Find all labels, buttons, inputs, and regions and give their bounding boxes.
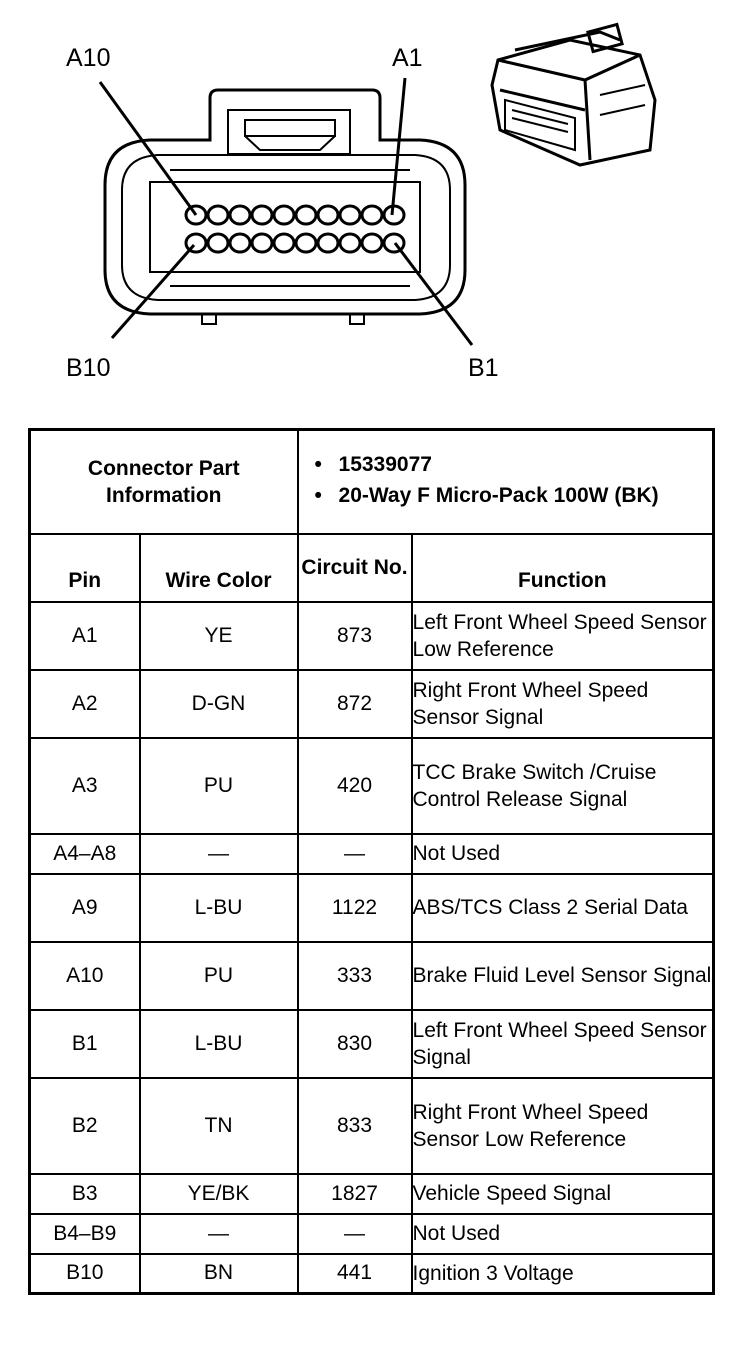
pin-cavity [362, 234, 382, 252]
part-info-label: Connector Part Information [30, 430, 298, 534]
table-row [30, 834, 714, 874]
function-cell: Left Front Wheel Speed Sensor Low Reference [412, 602, 714, 670]
table-row [30, 1214, 714, 1254]
pin-label-a10: A10 [66, 44, 111, 72]
wire-color-cell: PU [140, 738, 298, 834]
leader-a1 [392, 78, 405, 215]
circuit-cell: 830 [298, 1010, 412, 1078]
pin-cavity [274, 206, 294, 224]
function-cell: Left Front Wheel Speed Sensor Signal [412, 1010, 714, 1078]
pin-cell: B2 [30, 1078, 140, 1174]
function-cell: Vehicle Speed Signal [412, 1174, 714, 1214]
pin-cavity [362, 206, 382, 224]
connector-3d-view [492, 24, 655, 165]
part-info-list [299, 445, 713, 519]
function-cell: ABS/TCS Class 2 Serial Data [412, 874, 714, 942]
wire-color-cell: YE [140, 602, 298, 670]
pin-cavity [340, 234, 360, 252]
part-info-cell [298, 430, 714, 534]
circuit-cell: 1827 [298, 1174, 412, 1214]
pin-cell: A1 [30, 602, 140, 670]
function-cell: TCC Brake Switch /Cruise Control Release Signal [412, 738, 714, 834]
table-row [30, 942, 714, 1010]
header-wire-color: Wire Color [140, 534, 298, 602]
function-cell: Ignition 3 Voltage [412, 1254, 714, 1294]
wire-color-cell: L-BU [140, 874, 298, 942]
function-cell: Brake Fluid Level Sensor Signal [412, 942, 714, 1010]
connector-outer-housing [105, 90, 465, 314]
pin-cell: A4–A8 [30, 834, 140, 874]
connector-inner-housing [122, 155, 450, 300]
circuit-cell: 833 [298, 1078, 412, 1174]
pin-cavity [274, 234, 294, 252]
table-row [30, 670, 714, 738]
wire-color-cell: TN [140, 1078, 298, 1174]
function-cell: Not Used [412, 1214, 714, 1254]
leader-b10 [112, 245, 194, 338]
pin-cavity [208, 234, 228, 252]
circuit-cell: 441 [298, 1254, 412, 1294]
pin-cell: B3 [30, 1174, 140, 1214]
wire-color-cell: L-BU [140, 1010, 298, 1078]
part-number: • 15339077 [339, 451, 713, 478]
wire-color-cell: BN [140, 1254, 298, 1294]
wire-color-cell: — [140, 834, 298, 874]
pin-cell: B10 [30, 1254, 140, 1294]
leader-a10 [100, 82, 196, 215]
part-description: • 20-Way F Micro-Pack 100W (BK) [339, 482, 713, 509]
connector-latch [228, 110, 350, 154]
pin-cavity [318, 206, 338, 224]
wire-color-cell: PU [140, 942, 298, 1010]
table-row [30, 1010, 714, 1078]
function-cell: Not Used [412, 834, 714, 874]
pin-cell: A3 [30, 738, 140, 834]
pin-cell: B1 [30, 1010, 140, 1078]
table-row [30, 874, 714, 942]
pin-cavities [186, 206, 404, 252]
circuit-cell: 420 [298, 738, 412, 834]
connector-pinout-table [28, 428, 715, 1295]
function-cell: Right Front Wheel Speed Sensor Signal [412, 670, 714, 738]
circuit-cell: 873 [298, 602, 412, 670]
header-pin: Pin [30, 534, 140, 602]
table-row [30, 602, 714, 670]
wire-color-cell: — [140, 1214, 298, 1254]
wire-color-cell: YE/BK [140, 1174, 298, 1214]
circuit-cell: — [298, 1214, 412, 1254]
circuit-cell: 1122 [298, 874, 412, 942]
pin-cavity [252, 234, 272, 252]
pin-cell: A2 [30, 670, 140, 738]
pin-cavity [318, 234, 338, 252]
circuit-cell: 333 [298, 942, 412, 1010]
pin-cavity [296, 234, 316, 252]
circuit-cell: 872 [298, 670, 412, 738]
wire-color-cell: D-GN [140, 670, 298, 738]
pin-cell: A10 [30, 942, 140, 1010]
pin-cavity [296, 206, 316, 224]
table-row [30, 1174, 714, 1214]
pin-cavity [252, 206, 272, 224]
pin-label-b1: B1 [468, 354, 499, 382]
header-function: Function [412, 534, 714, 602]
function-cell: Right Front Wheel Speed Sensor Low Reference [412, 1078, 714, 1174]
table-row [30, 1254, 714, 1294]
connector-face-diagram [0, 0, 752, 420]
header-circuit-no: Circuit No. [298, 534, 412, 602]
pin-label-a1: A1 [392, 44, 423, 72]
pin-cavity [230, 206, 250, 224]
pin-cell: B4–B9 [30, 1214, 140, 1254]
table-row [30, 1078, 714, 1174]
pin-label-b10: B10 [66, 354, 111, 382]
pin-cavity [230, 234, 250, 252]
pin-cavity [340, 206, 360, 224]
pin-cavity-area [150, 182, 420, 272]
pin-cavity [208, 206, 228, 224]
table-row [30, 738, 714, 834]
circuit-cell: — [298, 834, 412, 874]
pin-cell: A9 [30, 874, 140, 942]
